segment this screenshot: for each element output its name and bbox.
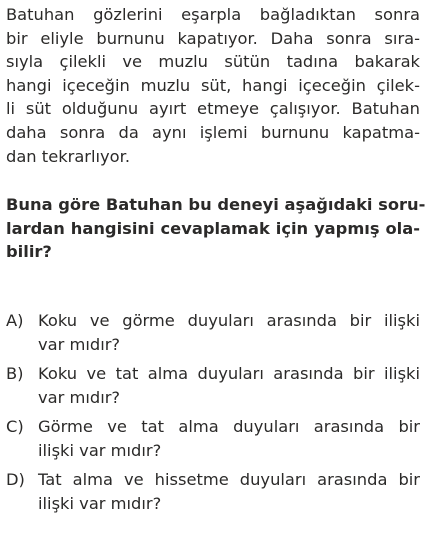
option-d[interactable]	[6, 468, 422, 521]
option-line: Tat alma ve hissetme duyuları arasında bir	[38, 470, 420, 489]
passage-line: daha sonra da aynı işlemi burnunu kapatma-	[6, 122, 420, 142]
passage-line: hangi içeceğin muzlu süt, hangi içeceğin çilek-	[6, 75, 420, 95]
passage-line: sıyla çilekli ve muzlu sütün tadına bakarak	[6, 52, 420, 72]
passage-line: Batuhan gözlerini eşarpla bağladıktan sonra	[6, 5, 420, 24]
passage-line: bir eliyle burnunu kapatıyor. Daha sonra sıra-	[6, 28, 420, 48]
option-text	[38, 362, 420, 409]
option-line: var mıdır?	[38, 387, 121, 407]
option-letter: A)	[6, 311, 24, 330]
option-a[interactable]	[6, 309, 422, 362]
passage-line: dan tekrarlıyor.	[6, 146, 131, 166]
option-text	[38, 415, 420, 462]
option-text	[38, 309, 420, 356]
passage-line: li süt olduğunu ayırt etmeye çalışıyor. Batuhan	[6, 99, 420, 119]
option-letter: C)	[6, 417, 24, 436]
option-line: Görme ve tat alma duyuları arasında bir	[38, 417, 420, 436]
option-text	[38, 468, 420, 515]
option-letter: B)	[6, 364, 24, 383]
option-line: Koku ve tat alma duyuları arasında bir ilişki	[38, 364, 420, 383]
option-line: var mıdır?	[38, 334, 121, 354]
question-prompt	[6, 193, 426, 264]
option-b[interactable]	[6, 362, 422, 415]
option-c[interactable]	[6, 415, 422, 468]
question-line: bilir?	[6, 242, 52, 262]
option-line: ilişki var mıdır?	[38, 493, 162, 513]
option-line: Koku ve görme duyuları arasında bir ilişki	[38, 311, 420, 330]
answer-options	[6, 309, 422, 521]
option-letter: D)	[6, 470, 25, 489]
option-line: ilişki var mıdır?	[38, 440, 162, 460]
passage-text	[6, 3, 420, 168]
question-line: lardan hangisini cevaplamak için yapmış ola-	[6, 218, 420, 238]
question-line: Buna göre Batuhan bu deneyi aşağıdaki soru-	[6, 195, 426, 214]
